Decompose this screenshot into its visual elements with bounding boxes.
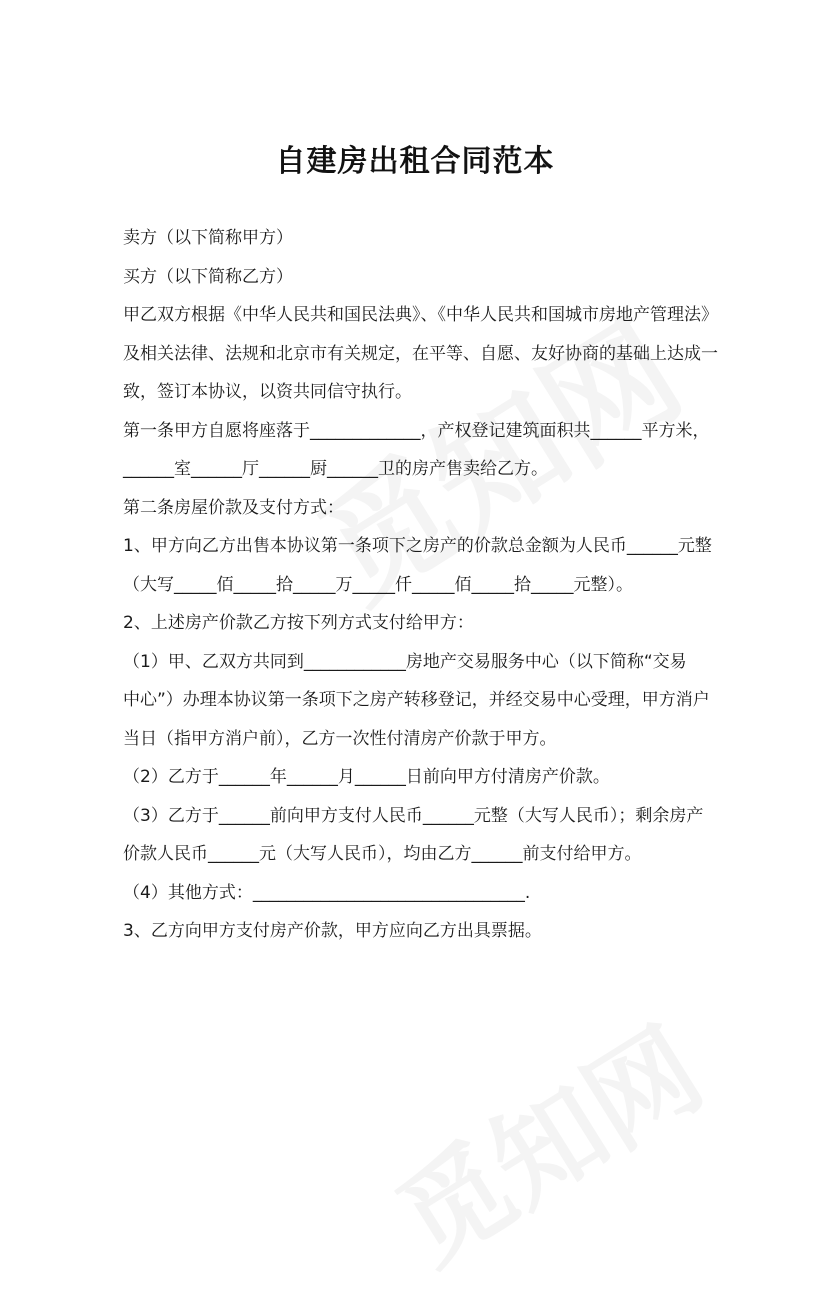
subclause-1-line: 中心”）办理本协议第一条项下之房产转移登记，并经交易中心受理，甲方消户 <box>123 690 710 710</box>
preamble-line: 致，签订本协议，以资共同信守执行。 <box>123 382 412 402</box>
article-1-line: ______室______厅______厨______卫的房产售卖给乙方。 <box>123 459 548 479</box>
subclause-3-line: （3）乙方于______前向甲方支付人民币______元整（大写人民币）；剩余房产 <box>123 805 704 826</box>
clause-3-line: 3、乙方向甲方支付房产价款，甲方应向乙方出具票据。 <box>123 921 542 941</box>
clause-2-line: 2、上述房产价款乙方按下列方式支付给甲方： <box>123 613 474 633</box>
subclause-2-line: （2）乙方于______年______月______日前向甲方付清房产价款。 <box>123 767 610 787</box>
buyer-line: 买方（以下简称乙方） <box>123 266 293 287</box>
clause-1-line: （大写_____佰_____拾_____万_____仟_____佰_____拾_____元整）。 <box>123 574 633 595</box>
preamble-line: 甲乙双方根据《中华人民共和国民法典》、《中华人民共和国城市房地产管理法》 <box>123 305 718 325</box>
document-title: 自建房出租合同范本 <box>275 144 555 179</box>
watermark <box>363 985 727 1293</box>
subclause-4-line: （4）其他方式：________________________________. <box>123 882 531 903</box>
article-1-line: 第一条甲方自愿将座落于_____________，产权登记建筑面积共______平方米， <box>123 420 710 441</box>
article-2-heading: 第二条房屋价款及支付方式： <box>123 497 344 518</box>
preamble-line: 及相关法律、法规和北京市有关规定，在平等、自愿、友好协商的基础上达成一 <box>123 343 718 364</box>
subclause-3-line: 价款人民币______元（大写人民币），均由乙方______前支付给甲方。 <box>123 844 642 864</box>
subclause-1-line: 当日（指甲方消户前），乙方一次性付清房产价款于甲方。 <box>123 728 557 749</box>
subclause-1-line: （1）甲、乙双方共同到____________房地产交易服务中心（以下简称“交易 <box>123 651 687 672</box>
clause-1-line: 1、甲方向乙方出售本协议第一条项下之房产的价款总金额为人民币______元整 <box>123 536 712 556</box>
seller-line: 卖方（以下简称甲方） <box>123 228 293 248</box>
document-body <box>123 219 718 951</box>
